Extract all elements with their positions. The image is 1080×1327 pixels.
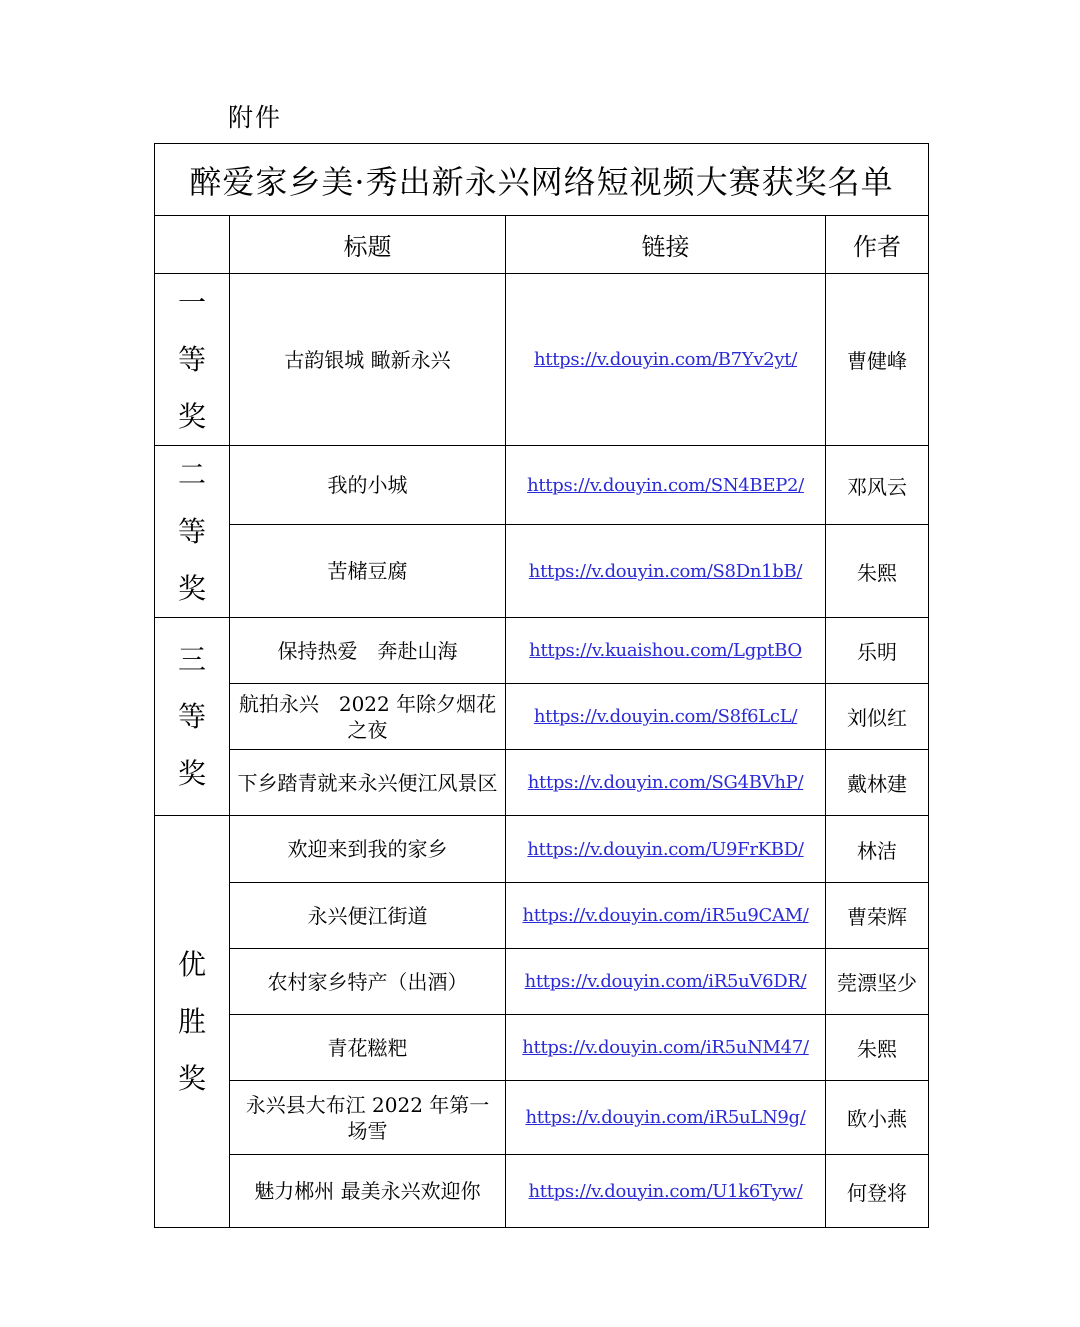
entry-author: 莞漂坚少	[826, 949, 929, 1015]
entry-author: 乐明	[826, 618, 929, 684]
entry-title: 下乡踏青就来永兴便江风景区	[230, 750, 506, 816]
category-third-prize: 三等奖	[155, 618, 230, 816]
entry-link[interactable]: https://v.douyin.com/iR5uLN9g/	[525, 1107, 806, 1128]
entry-title: 我的小城	[230, 446, 506, 525]
entry-link-cell	[506, 446, 826, 525]
attachment-label: 附件	[228, 103, 283, 132]
entry-title: 苦槠豆腐	[230, 525, 506, 618]
table-title-row	[155, 144, 929, 216]
entry-author: 刘似红	[826, 684, 929, 750]
entry-link-cell	[506, 684, 826, 750]
header-blank	[155, 216, 230, 274]
table-row	[155, 750, 929, 816]
table-row	[155, 446, 929, 525]
entry-link[interactable]: https://v.douyin.com/iR5u9CAM/	[522, 905, 809, 926]
entry-link[interactable]: https://v.douyin.com/U9FrKBD/	[527, 838, 804, 860]
table-row	[155, 883, 929, 949]
entry-link[interactable]: https://v.douyin.com/iR5uNM47/	[522, 1037, 809, 1058]
header-title: 标题	[230, 216, 506, 274]
table-row	[155, 816, 929, 883]
entry-author: 曹荣辉	[826, 883, 929, 949]
entry-author: 邓风云	[826, 446, 929, 525]
table-row	[155, 949, 929, 1015]
entry-author: 戴林建	[826, 750, 929, 816]
category-first-prize: 一等奖	[155, 274, 230, 446]
header-row	[155, 216, 929, 274]
category-second-prize: 二等奖	[155, 446, 230, 618]
awards-table	[154, 143, 929, 1228]
table-title: 醉爱家乡美·秀出新永兴网络短视频大赛获奖名单	[155, 144, 929, 216]
category-merit-award: 优胜奖	[155, 816, 230, 1228]
entry-link[interactable]: https://v.douyin.com/iR5uV6DR/	[524, 971, 807, 992]
entry-link-cell	[506, 816, 826, 883]
entry-link-cell	[506, 883, 826, 949]
entry-title: 欢迎来到我的家乡	[230, 816, 506, 883]
entry-link[interactable]: https://v.douyin.com/S8Dn1bB/	[528, 560, 803, 582]
entry-link-cell	[506, 949, 826, 1015]
entry-title: 保持热爱 奔赴山海	[230, 618, 506, 684]
entry-title: 永兴便江街道	[230, 883, 506, 949]
entry-title: 航拍永兴 2022 年除夕烟花之夜	[230, 684, 506, 750]
entry-link-cell	[506, 750, 826, 816]
entry-author: 曹健峰	[826, 274, 929, 446]
entry-author: 朱熙	[826, 1015, 929, 1081]
entry-link[interactable]: https://v.kuaishou.com/LgptBO	[529, 640, 802, 661]
entry-title: 古韵银城 瞰新永兴	[230, 274, 506, 446]
table-row	[155, 525, 929, 618]
table-row	[155, 1081, 929, 1155]
table-row	[155, 618, 929, 684]
entry-link-cell	[506, 274, 826, 446]
entry-link-cell	[506, 1081, 826, 1155]
entry-link-cell	[506, 618, 826, 684]
entry-author: 朱熙	[826, 525, 929, 618]
entry-title: 农村家乡特产（出酒）	[230, 949, 506, 1015]
entry-author: 何登将	[826, 1155, 929, 1228]
table-row	[155, 274, 929, 446]
entry-title: 永兴县大布江 2022 年第一场雪	[230, 1081, 506, 1155]
entry-author: 欧小燕	[826, 1081, 929, 1155]
entry-link[interactable]: https://v.douyin.com/SN4BEP2/	[527, 474, 804, 496]
header-author: 作者	[826, 216, 929, 274]
entry-link-cell	[506, 1015, 826, 1081]
entry-link[interactable]: https://v.douyin.com/U1k6Tyw/	[528, 1180, 803, 1202]
entry-title: 魅力郴州 最美永兴欢迎你	[230, 1155, 506, 1228]
table-row	[155, 1155, 929, 1228]
entry-link[interactable]: https://v.douyin.com/S8f6LcL/	[533, 706, 798, 727]
entry-author: 林洁	[826, 816, 929, 883]
header-link: 链接	[506, 216, 826, 274]
table-row	[155, 1015, 929, 1081]
table-row	[155, 684, 929, 750]
entry-link[interactable]: https://v.douyin.com/B7Yv2yt/	[534, 349, 797, 370]
entry-title: 青花糍粑	[230, 1015, 506, 1081]
entry-link-cell	[506, 525, 826, 618]
entry-link[interactable]: https://v.douyin.com/SG4BVhP/	[527, 772, 804, 793]
entry-link-cell	[506, 1155, 826, 1228]
